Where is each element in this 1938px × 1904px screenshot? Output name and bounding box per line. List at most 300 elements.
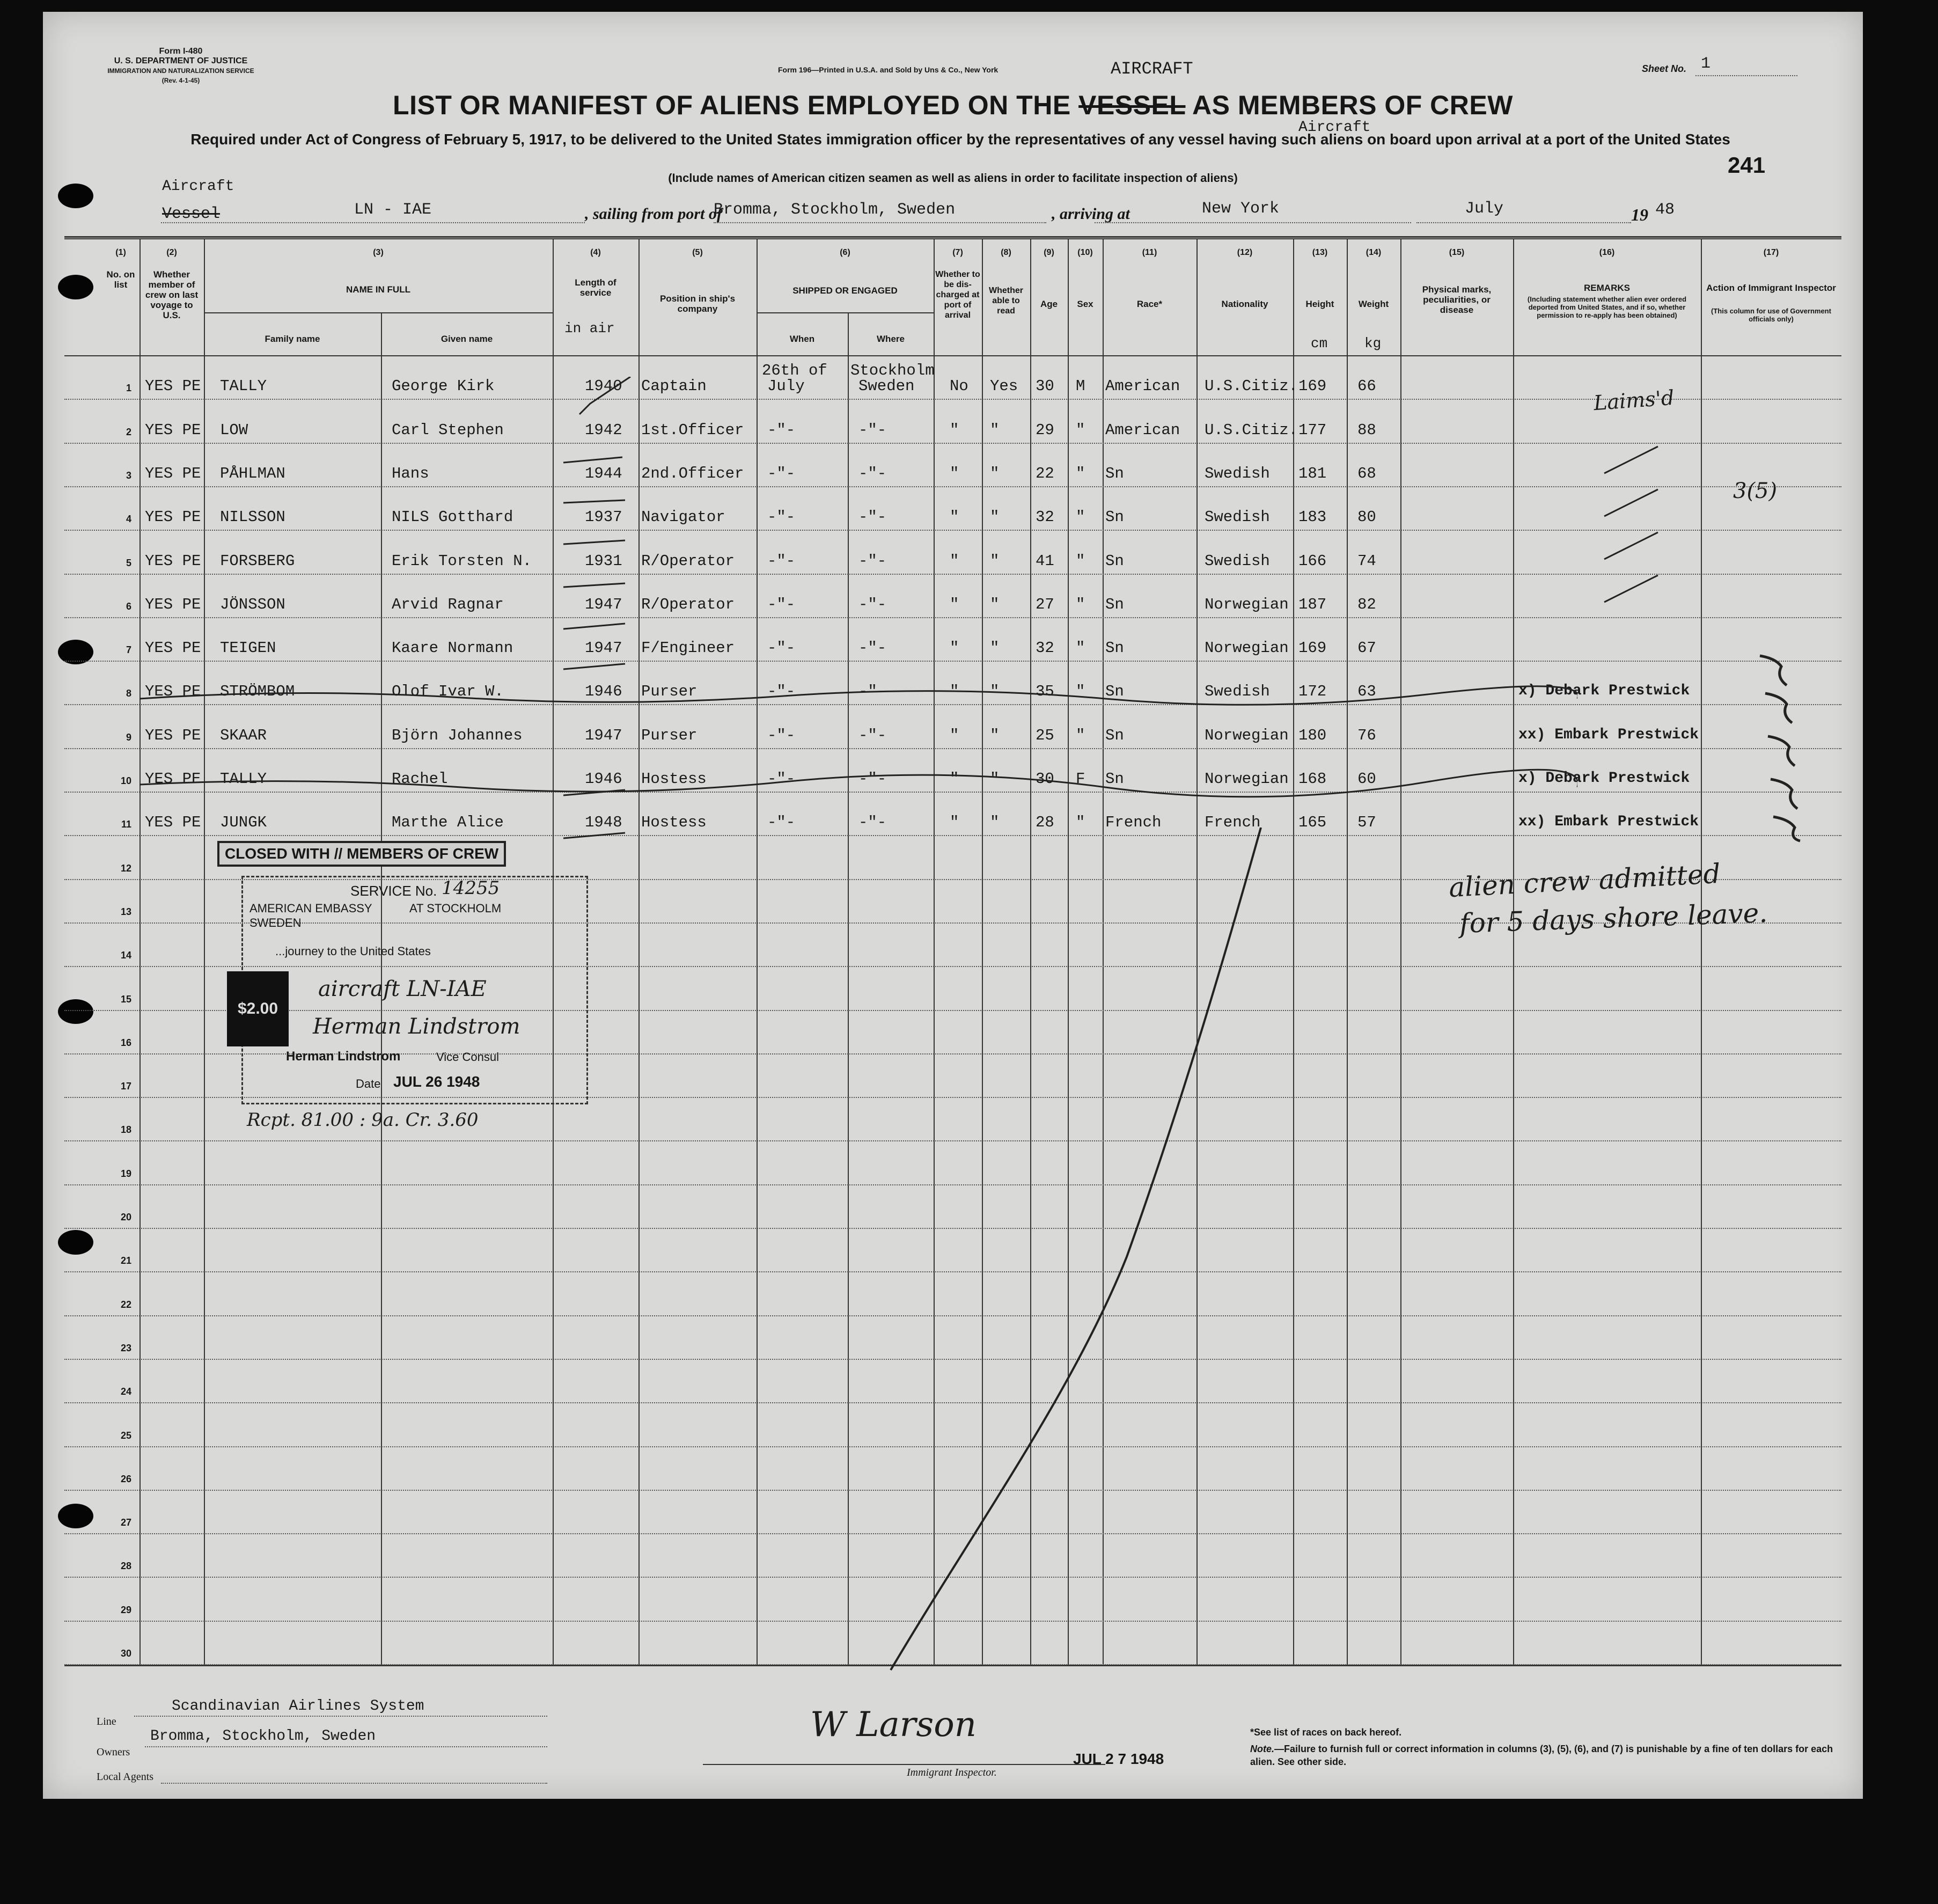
crew-weight: 66 (1357, 377, 1376, 396)
crew-family-name: TALLY (220, 770, 267, 788)
crew-sex: F (1076, 770, 1085, 788)
col-length-service: Length of service (575, 277, 616, 298)
crew-sex: " (1076, 421, 1085, 439)
crew-able-to-read: " (990, 421, 1000, 439)
crew-able-to-read: " (990, 726, 1000, 744)
admit-note-line2: for 5 days shore leave. (1459, 897, 1768, 940)
crew-position: 1st.Officer (641, 421, 744, 439)
footer-line-value: Scandinavian Airlines System (172, 1698, 424, 1715)
journey-text: ...journey to the United States (275, 944, 431, 958)
crew-shipped-where: -"- (858, 639, 887, 657)
crew-able-to-read: " (990, 464, 1000, 482)
manifest-title: LIST OR MANIFEST OF ALIENS EMPLOYED ON THE VESSEL AS MEMBERS OF CREW (393, 90, 1513, 120)
crew-given-name: George Kirk (392, 377, 495, 396)
crew-position: Hostess (641, 814, 707, 832)
crew-age: 25 (1036, 726, 1054, 744)
crew-family-name: TALLY (220, 377, 267, 396)
colnum: (2) (166, 248, 177, 257)
crew-family-name: JUNGK (220, 814, 267, 832)
colnum: (11) (1142, 248, 1157, 257)
col-action: Action of Immigrant Inspector (1706, 283, 1836, 293)
crew-race: Sn (1105, 464, 1124, 482)
arriving-at: New York (1202, 200, 1280, 218)
col-remarks: REMARKS (1584, 283, 1630, 293)
crew-age: 29 (1036, 421, 1054, 439)
footer-line-label: Line (97, 1716, 116, 1727)
colnum: (17) (1763, 248, 1779, 257)
crew-weight: 88 (1357, 421, 1376, 439)
crew-weight: 63 (1357, 683, 1376, 701)
crew-given-name: Olof Ivar W. (392, 683, 504, 701)
crew-position: Purser (641, 726, 698, 744)
crew-discharged: " (950, 814, 959, 832)
inspector-signature: W Larson (810, 1705, 977, 1745)
crew-shipped-where: -"- (858, 814, 887, 832)
form-revision: (Rev. 4-1-45) (162, 77, 200, 84)
crew-discharged: " (950, 464, 959, 482)
row-number: 13 (120, 906, 131, 917)
crew-family-name: FORSBERG (220, 552, 295, 570)
crew-service-year: 1944 (585, 464, 622, 482)
col-able-read: Whether able to read (989, 286, 1023, 316)
footer-owners-value: Bromma, Stockholm, Sweden (150, 1728, 376, 1745)
crew-nationality: Norwegian (1205, 639, 1289, 657)
row-number: 11 (121, 819, 131, 830)
crew-height: 183 (1298, 508, 1327, 526)
col-height: Height (1305, 299, 1334, 309)
crew-member-flag: YES PE (145, 814, 201, 832)
crew-height: 181 (1298, 464, 1327, 482)
crew-member-flag: YES PE (145, 770, 201, 788)
row-number: 10 (120, 775, 131, 786)
col-name-in-full: NAME IN FULL (346, 284, 410, 295)
fee-note: Rcpt. 81.00 : 9a. Cr. 3.60 (247, 1109, 479, 1131)
row-number: 8 (126, 688, 131, 699)
crew-member-flag: YES PE (145, 595, 201, 613)
crew-position: Hostess (641, 770, 707, 788)
crew-able-to-read: " (990, 770, 1000, 788)
row-number: 28 (120, 1561, 131, 1572)
crew-shipped-where: -"- (858, 683, 887, 701)
crew-sex: " (1076, 508, 1085, 526)
crew-height: 169 (1298, 377, 1327, 396)
col-given-name: Given name (441, 334, 493, 344)
crew-service-year: 1931 (585, 552, 622, 570)
colnum: (15) (1449, 248, 1465, 257)
row-number: 5 (126, 557, 131, 568)
crew-able-to-read: " (990, 595, 1000, 613)
crew-position: R/Operator (641, 595, 735, 613)
year-suffix: 48 (1655, 201, 1675, 219)
col-weight-unit: kg (1364, 335, 1382, 351)
crew-nationality: French (1205, 814, 1261, 832)
printer-line: Form 196—Printed in U.S.A. and Sold by Uns & Co., New York (778, 65, 999, 74)
crew-sex: " (1076, 552, 1085, 570)
crew-discharged: " (950, 770, 959, 788)
shipped-where-header: Stockholm (850, 362, 935, 379)
crew-discharged: " (950, 508, 959, 526)
crew-given-name: Björn Johannes (392, 726, 523, 744)
closed-stamp: CLOSED WITH // MEMBERS OF CREW (217, 841, 506, 867)
crew-service-year: 1947 (585, 726, 622, 744)
crew-age: 30 (1036, 377, 1054, 396)
remark-handwritten-row1: Laims'd (1592, 385, 1675, 415)
crew-sex: " (1076, 814, 1085, 832)
row-strike-lines (140, 683, 1577, 822)
row-number: 7 (126, 645, 131, 656)
col-action-sub: (This column for use of Government officials only) (1711, 307, 1831, 323)
penalty-note: Note.—Failure to furnish full or correct information in columns (3), (5), (6), and (7) is punishable by a fine of ten dollars for each alien. See other side. (1250, 1744, 1833, 1767)
crew-family-name: LOW (220, 421, 248, 439)
row-rule (64, 486, 1841, 487)
crew-nationality: Swedish (1205, 683, 1270, 701)
crew-family-name: NILSSON (220, 508, 285, 526)
crew-shipped-where: Sweden (858, 377, 915, 396)
row-number: 3 (126, 470, 131, 481)
crew-able-to-read: " (990, 814, 1000, 832)
cancellation-line (848, 827, 1331, 1675)
crew-member-flag: YES PE (145, 464, 201, 482)
crew-shipped-where: -"- (858, 726, 887, 744)
crew-height: 187 (1298, 595, 1327, 613)
service-no-value: 14255 (442, 877, 500, 899)
crew-weight: 82 (1357, 595, 1376, 613)
crew-race: Sn (1105, 683, 1124, 701)
stamp-date-label: Date (356, 1077, 381, 1090)
crew-nationality: Swedish (1205, 552, 1270, 570)
crew-race: Sn (1105, 552, 1124, 570)
aircraft-overtype-2: Aircraft (1298, 119, 1371, 136)
page-number: 241 (1728, 152, 1766, 178)
punch-hole (58, 184, 93, 208)
crew-age: 41 (1036, 552, 1054, 570)
manifest-sheet (43, 12, 1863, 1799)
embassy-label: AMERICAN EMBASSY (249, 902, 372, 915)
remark-slashes (1599, 441, 1706, 613)
col-shipped-engaged: SHIPPED OR ENGAGED (792, 285, 898, 296)
crew-given-name: Rachel (392, 770, 448, 788)
row-number: 4 (126, 514, 131, 525)
row-number: 17 (120, 1081, 131, 1092)
crew-weight: 67 (1357, 639, 1376, 657)
crew-service-year: 1946 (585, 770, 622, 788)
footer-owners-label: Owners (97, 1746, 130, 1758)
crew-position: Navigator (641, 508, 725, 526)
crew-family-name: JÖNSSON (220, 595, 285, 613)
crew-service-year: 1948 (585, 814, 622, 832)
row-number: 1 (126, 383, 131, 394)
crew-weight: 57 (1357, 814, 1376, 832)
crew-member-flag: YES PE (145, 639, 201, 657)
crew-shipped-where: -"- (858, 421, 887, 439)
crew-sex: " (1076, 726, 1085, 744)
crew-position: R/Operator (641, 552, 735, 570)
colnum: (13) (1312, 248, 1328, 257)
crew-race: Sn (1105, 639, 1124, 657)
crew-family-name: SKAAR (220, 726, 267, 744)
crew-shipped-when: -"- (767, 726, 796, 744)
colnum: (1) (115, 248, 126, 257)
colnum: (14) (1366, 248, 1382, 257)
crew-discharged: " (950, 421, 959, 439)
row-rule (64, 443, 1841, 444)
crew-able-to-read: Yes (990, 377, 1018, 396)
col-no-on-list: No. on list (106, 269, 135, 290)
craft-handwritten: aircraft LN-IAE (318, 977, 487, 1001)
colnum: (4) (590, 248, 601, 257)
crew-shipped-when: -"- (767, 639, 796, 657)
arrival-month: July (1465, 200, 1504, 218)
row-number: 20 (120, 1212, 131, 1222)
crew-nationality: Norwegian (1205, 770, 1289, 788)
col-height-unit: cm (1311, 335, 1328, 351)
crew-given-name: Erik Torsten N. (392, 552, 532, 570)
row-rule (64, 661, 1841, 662)
races-note: *See list of races on back hereof. (1250, 1727, 1402, 1738)
crew-given-name: Marthe Alice (392, 814, 504, 832)
crew-height: 172 (1298, 683, 1327, 701)
sailing-label: , sailing from port of (585, 205, 722, 223)
crew-shipped-when: -"- (767, 683, 796, 701)
crew-remarks: xx) Embark Prestwick (1518, 814, 1699, 831)
craft-label-struck: Vessel (162, 205, 221, 223)
inspector-date-stamp: JUL 2 7 1948 (1073, 1751, 1164, 1767)
colnum: (10) (1077, 248, 1093, 257)
action-row3-hand: 3(5) (1733, 479, 1778, 503)
crew-nationality: Swedish (1205, 464, 1270, 482)
crew-nationality: Norwegian (1205, 595, 1289, 613)
crew-discharged: " (950, 683, 959, 701)
stamp-date: JUL 26 1948 (393, 1073, 480, 1090)
crew-family-name: STRÖMBOM (220, 683, 295, 701)
crew-height: 177 (1298, 421, 1327, 439)
fee-stamp: $2.00 (227, 971, 289, 1046)
crew-able-to-read: " (990, 552, 1000, 570)
crew-height: 166 (1298, 552, 1327, 570)
row-number: 27 (120, 1517, 131, 1528)
col-family-name: Family name (265, 334, 320, 344)
colnum: (9) (1044, 248, 1054, 257)
colnum: (6) (840, 248, 850, 257)
shipped-when-header: 26th of (762, 362, 827, 379)
col-weight: Weight (1358, 299, 1389, 309)
crew-shipped-where: -"- (858, 508, 887, 526)
punch-hole (58, 275, 93, 299)
row-number: 12 (120, 862, 131, 874)
colnum: (12) (1237, 248, 1253, 257)
col-where: Where (877, 334, 905, 344)
col-discharged: Whether to be dis-charged at port of arrival (935, 270, 980, 320)
colnum: (8) (1001, 248, 1011, 257)
crew-sex: " (1076, 595, 1085, 613)
crew-race: American (1105, 377, 1180, 396)
row-number: 24 (120, 1386, 131, 1397)
crew-nationality: U.S.Citiz. (1205, 377, 1298, 396)
form-header-block (92, 47, 269, 85)
crew-nationality: U.S.Citiz. (1205, 421, 1298, 439)
crew-position: 2nd.Officer (641, 464, 744, 482)
col-when: When (789, 334, 815, 344)
crew-shipped-when: -"- (767, 421, 796, 439)
crew-shipped-when: July (767, 377, 805, 396)
crew-sex: " (1076, 683, 1085, 701)
craft-id: LN - IAE (354, 201, 432, 219)
col-sex: Sex (1077, 299, 1093, 309)
crew-position: Purser (641, 683, 698, 701)
crew-age: 22 (1036, 464, 1054, 482)
crew-shipped-where: -"- (858, 770, 887, 788)
crew-able-to-read: " (990, 683, 1000, 701)
aircraft-overtype: AIRCRAFT (1111, 59, 1193, 79)
crew-member-flag: YES PE (145, 683, 201, 701)
crew-shipped-when: -"- (767, 770, 796, 788)
row-number: 15 (120, 993, 131, 1005)
punch-hole (58, 1230, 93, 1255)
crew-race: French (1105, 814, 1162, 832)
action-checkmarks (1749, 645, 1824, 849)
consul-typed-name: Herman Lindstrom (286, 1049, 401, 1064)
crew-able-to-read: " (990, 508, 1000, 526)
department-name: U. S. DEPARTMENT OF JUSTICE (114, 56, 248, 65)
crew-shipped-where: -"- (858, 464, 887, 482)
embassy-country: SWEDEN (249, 916, 302, 929)
row-number: 21 (120, 1255, 131, 1266)
colnum: (3) (373, 248, 384, 257)
sheet-label: Sheet No. (1642, 63, 1687, 74)
crew-shipped-when: -"- (767, 464, 796, 482)
crew-race: Sn (1105, 508, 1124, 526)
colnum: (5) (692, 248, 703, 257)
crew-service-year: 1942 (585, 421, 622, 439)
col-position: Position in ship's company (659, 294, 736, 314)
punch-hole (58, 1504, 93, 1528)
row-number: 19 (120, 1168, 131, 1179)
crew-remarks: x) Debark Prestwick (1518, 770, 1690, 787)
crew-age: 30 (1036, 770, 1054, 788)
row-number: 26 (120, 1473, 131, 1484)
from-port: Bromma, Stockholm, Sweden (714, 201, 956, 219)
crew-discharged: " (950, 552, 959, 570)
crew-service-year: 1947 (585, 595, 622, 613)
sheet-number: 1 (1701, 55, 1711, 73)
crew-age: 27 (1036, 595, 1054, 613)
crew-position: F/Engineer (641, 639, 735, 657)
crew-height: 168 (1298, 770, 1327, 788)
crew-weight: 76 (1357, 726, 1376, 744)
crew-age: 35 (1036, 683, 1054, 701)
col-remarks-sub: (Including statement whether alien ever ordered deported from United States, and if so, whether permission to re-apply has been obtained) (1527, 295, 1687, 319)
crew-height: 165 (1298, 814, 1327, 832)
form-number: Form I-480 (159, 47, 203, 56)
crew-member-flag: YES PE (145, 421, 201, 439)
col-age: Age (1040, 299, 1058, 309)
crew-member-flag: YES PE (145, 508, 201, 526)
craft-label-hand: Aircraft (162, 178, 234, 195)
crew-shipped-when: -"- (767, 595, 796, 613)
colnum: (7) (952, 248, 963, 257)
col-whether-member: Whether member of crew on last voyage to U.S. (145, 269, 199, 320)
row-rule (64, 574, 1841, 575)
row-number: 2 (126, 426, 131, 437)
crew-weight: 68 (1357, 464, 1376, 482)
row-number: 30 (120, 1648, 131, 1659)
manifest-note: (Include names of American citizen seamen as well as aliens in order to facilitate inspection of aliens) (668, 171, 1238, 185)
crew-nationality: Norwegian (1205, 726, 1289, 744)
footer-agents-label: Local Agents (97, 1771, 154, 1783)
consul-title: Vice Consul (436, 1050, 499, 1064)
crew-discharged: " (950, 595, 959, 613)
crew-height: 180 (1298, 726, 1327, 744)
crew-discharged: " (950, 639, 959, 657)
crew-shipped-when: -"- (767, 814, 796, 832)
row-number: 6 (126, 601, 131, 612)
col-length-typed: in air (564, 320, 615, 336)
col-nationality: Nationality (1221, 299, 1268, 309)
row-rule (64, 530, 1841, 531)
crew-family-name: PÅHLMAN (220, 464, 285, 482)
manifest-subtitle: Required under Act of Congress of February 5, 1917, to be delivered to the United States immigration officer by the representatives of any vessel having such aliens on board upon arrival at a port of the United States (190, 131, 1730, 148)
row-number: 23 (120, 1342, 131, 1353)
crew-race: Sn (1105, 726, 1124, 744)
crew-service-year: 1947 (585, 639, 622, 657)
crew-given-name: NILS Gotthard (392, 508, 513, 526)
crew-shipped-when: -"- (767, 508, 796, 526)
service-name: IMMIGRATION AND NATURALIZATION SERVICE (107, 67, 254, 75)
crew-race: American (1105, 421, 1180, 439)
crew-age: 32 (1036, 508, 1054, 526)
crew-weight: 74 (1357, 552, 1376, 570)
arriving-label: , arriving at (1052, 205, 1130, 223)
row-number: 18 (120, 1124, 131, 1136)
row-rule (64, 399, 1841, 400)
col-physical: Physical marks, peculiarities, or disease (1422, 284, 1492, 315)
row-number: 29 (120, 1604, 131, 1615)
row-number: 22 (120, 1299, 131, 1310)
row-number: 14 (120, 950, 131, 961)
year-prefix: 19 (1631, 205, 1648, 224)
crew-service-year: 1940 (585, 377, 622, 396)
row-rule (64, 617, 1841, 618)
crew-shipped-when: -"- (767, 552, 796, 570)
embassy-location: AT STOCKHOLM (409, 902, 502, 915)
crew-member-flag: YES PE (145, 552, 201, 570)
crew-discharged: " (950, 726, 959, 744)
crew-age: 32 (1036, 639, 1054, 657)
crew-service-year: 1937 (585, 508, 622, 526)
crew-race: Sn (1105, 595, 1124, 613)
crew-age: 28 (1036, 814, 1054, 832)
consul-signature: Herman Lindstrom (313, 1014, 520, 1039)
crew-remarks: xx) Embark Prestwick (1518, 726, 1699, 743)
crew-height: 169 (1298, 639, 1327, 657)
crew-sex: " (1076, 639, 1085, 657)
punch-hole (58, 999, 93, 1024)
crew-sex: M (1076, 377, 1085, 396)
colnum: (16) (1599, 248, 1615, 257)
crew-given-name: Carl Stephen (392, 421, 504, 439)
crew-nationality: Swedish (1205, 508, 1270, 526)
crew-able-to-read: " (990, 639, 1000, 657)
crew-shipped-where: -"- (858, 595, 887, 613)
crew-member-flag: YES PE (145, 377, 201, 396)
crew-member-flag: YES PE (145, 726, 201, 744)
service-no-label: SERVICE No. (350, 883, 437, 899)
consular-stamp (237, 876, 588, 1104)
crew-position: Captain (641, 377, 707, 396)
crew-remarks: x) Debark Prestwick (1518, 683, 1690, 700)
col-race: Race* (1136, 299, 1163, 309)
crew-sex: " (1076, 464, 1085, 482)
